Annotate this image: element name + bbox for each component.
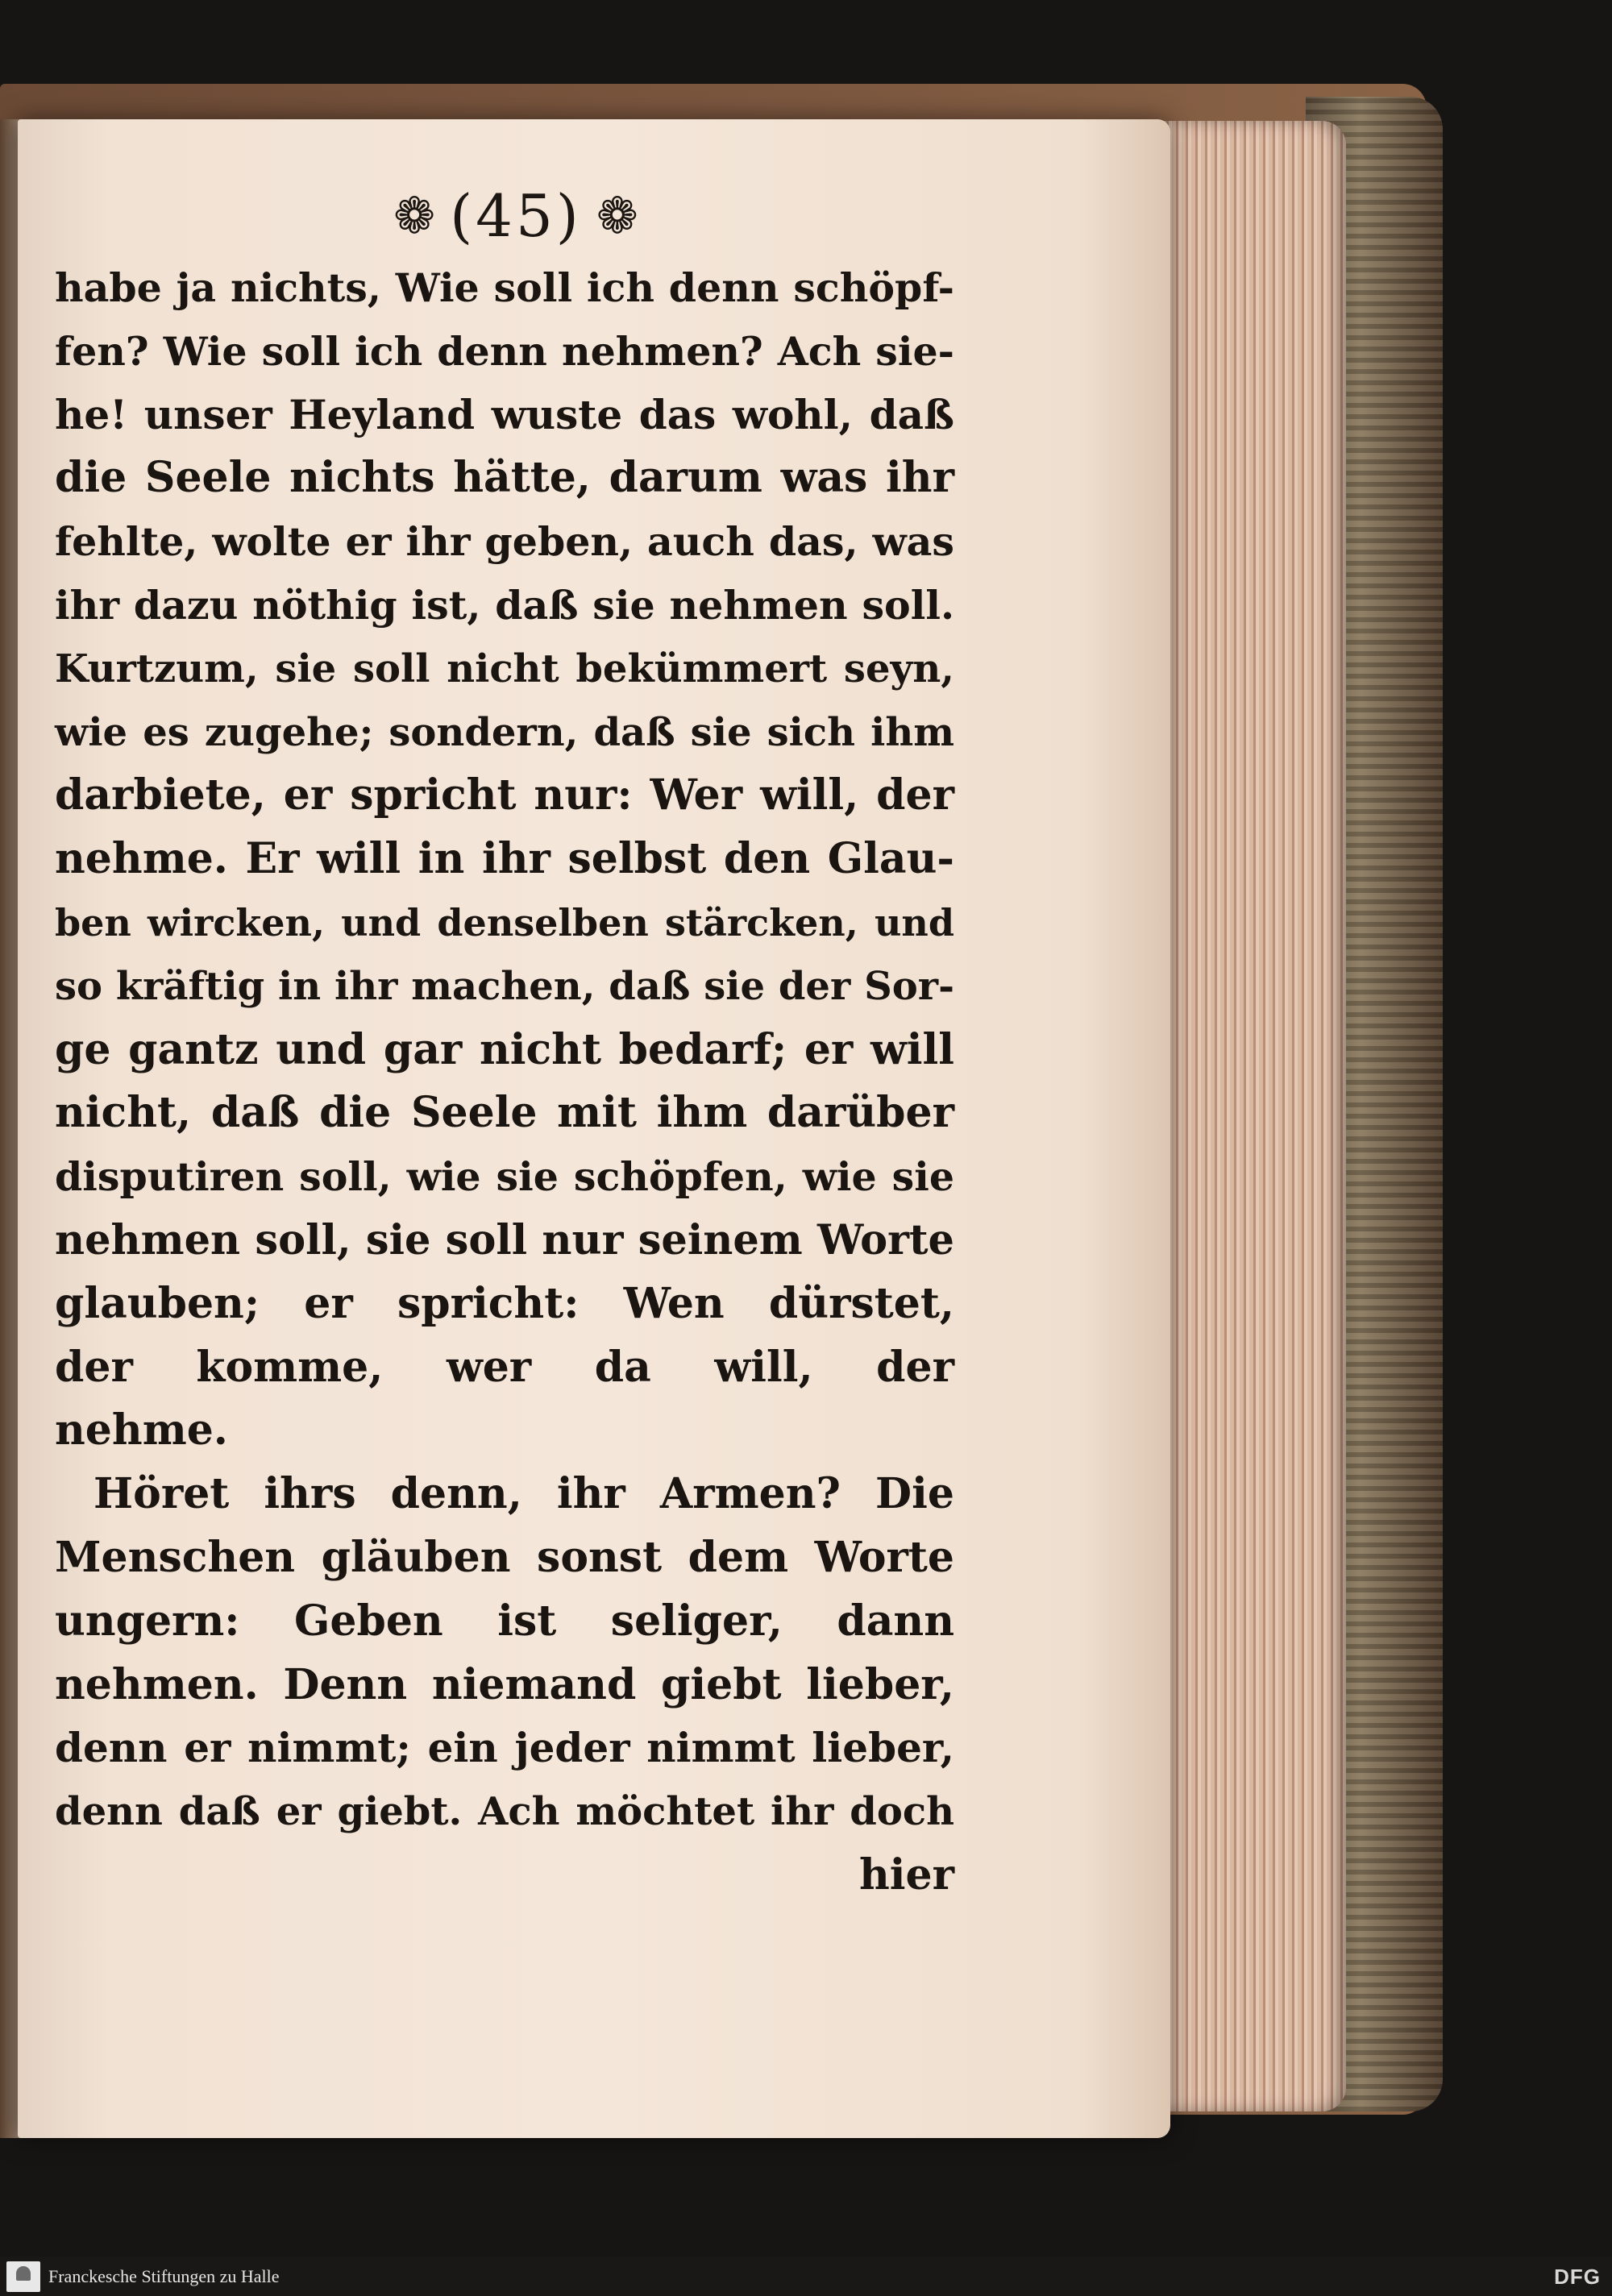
text-line: die Seele nichts hätte, darum was ihr	[55, 453, 954, 503]
text-line: Menschen gläuben sonst dem Worte	[55, 1532, 954, 1582]
text-line: nehmen. Denn niemand giebt lieber,	[55, 1659, 954, 1709]
text-line: nicht, daß die Seele mit ihm darüber	[55, 1088, 954, 1138]
text-line: der komme, wer da will, der	[55, 1342, 954, 1392]
text-line: so kräftig in ihr machen, daß sie der Sor-	[55, 963, 954, 1009]
text-line: ihr dazu nöthig ist, daß sie nehmen soll.	[55, 581, 954, 629]
page-number: (45)	[450, 182, 582, 250]
dfg-logo: DFG	[1554, 2265, 1601, 2289]
flower-ornament-icon: ❁	[393, 186, 436, 245]
page-header	[322, 176, 709, 256]
text-line: glauben; er spricht: Wen dürstet,	[55, 1278, 954, 1328]
text-line: ungern: Geben ist seliger, dann	[55, 1596, 954, 1646]
catchword: hier	[858, 1850, 954, 1899]
text-line: fehlte, wolte er ihr geben, auch das, was	[55, 518, 954, 566]
text-line: habe ja nichts, Wie soll ich denn schöpf-	[55, 264, 954, 311]
text-line: wie es zugehe; sondern, daß sie sich ihm	[55, 709, 954, 755]
text-line: Kurtzum, sie soll nicht bekümmert seyn,	[55, 646, 954, 691]
body-text	[55, 256, 954, 1908]
text-line: ge gantz und gar nicht bedarf; er will	[55, 1024, 954, 1074]
institution-name: Franckesche Stiftungen zu Halle	[48, 2266, 280, 2286]
text-line: nehme.	[55, 1405, 228, 1455]
text-line: disputiren soll, wie sie schöpfen, wie sie	[55, 1153, 954, 1201]
text-line: ben wircken, und denselben stärcken, und	[55, 900, 954, 945]
text-line: he! unser Heyland wuste das wohl, daß	[55, 390, 954, 438]
text-line: denn er nimmt; ein jeder nimmt lieber,	[55, 1724, 954, 1772]
institution-logo-icon	[6, 2261, 40, 2292]
text-line: nehme. Er will in ihr selbst den Glau-	[55, 834, 954, 884]
text-line: nehmen soll, sie soll nur seinem Worte	[55, 1215, 954, 1264]
text-line: denn daß er giebt. Ach möchtet ihr doch	[55, 1789, 954, 1835]
text-line: Höret ihrs denn, ihr Armen? Die	[93, 1469, 954, 1519]
text-line: fen? Wie soll ich denn nehmen? Ach sie-	[55, 327, 954, 375]
page-edges	[1153, 121, 1346, 2111]
text-line: darbiete, er spricht nur: Wer will, der	[55, 770, 954, 820]
flower-ornament-icon: ❁	[596, 186, 638, 245]
